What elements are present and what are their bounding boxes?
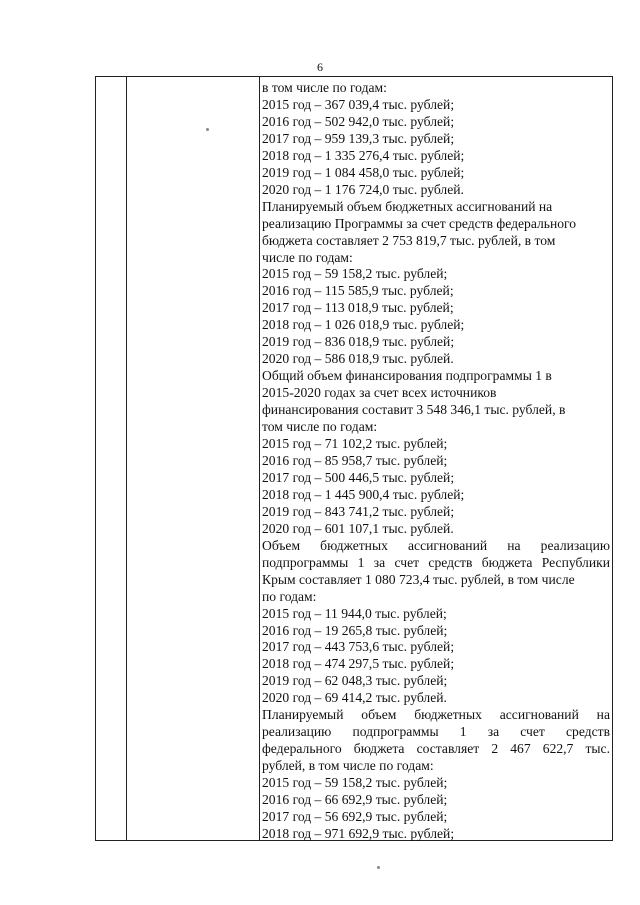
text-line: 2019 год – 1 084 458,0 тыс. рублей;: [262, 164, 465, 180]
text-line: 2017 год – 500 446,5 тыс. рублей;: [262, 469, 455, 485]
page-number: 6: [317, 60, 323, 74]
financing-text-cell: [262, 80, 610, 843]
text-line: 2017 год – 56 692,9 тыс. рублей;: [262, 808, 448, 824]
text-line: 2018 год – 474 297,5 тыс. рублей;: [262, 656, 455, 672]
text-line: 2018 год – 1 026 018,9 тыс. рублей;: [262, 317, 465, 333]
text-line: Общий объем финансирования подпрограммы 1 в: [262, 368, 552, 384]
text-line: 2020 год – 1 176 724,0 тыс. рублей.: [262, 181, 464, 197]
text-line: федерального бюджета составляет 2 467 622,7 тыс.: [262, 741, 610, 757]
text-line: Объем бюджетных ассигнований на реализацию: [262, 537, 610, 553]
text-line: подпрограммы 1 за счет средств бюджета Республики: [262, 554, 610, 570]
text-line: 2017 год – 959 139,3 тыс. рублей;: [262, 130, 455, 146]
text-line: бюджета составляет 2 753 819,7 тыс. рублей, в том: [262, 232, 556, 248]
text-line: числе по годам:: [262, 249, 353, 265]
column-divider-2: [259, 77, 260, 840]
text-line: 2018 год – 971 692,9 тыс. рублей;: [262, 825, 455, 841]
text-line: Крым составляет 1 080 723,4 тыс. рублей, в том числе: [262, 571, 575, 587]
document-table: [95, 76, 613, 841]
text-line: 2016 год – 115 585,9 тыс. рублей;: [262, 283, 454, 299]
text-line: 2015 год – 71 102,2 тыс. рублей;: [262, 436, 448, 452]
text-line: Планируемый объем бюджетных ассигнований на: [262, 198, 553, 214]
scan-speck: [377, 866, 380, 869]
text-line: финансирования составит 3 548 346,1 тыс. рублей, в: [262, 402, 566, 418]
text-line: 2016 год – 85 958,7 тыс. рублей;: [262, 452, 448, 468]
text-line: 2020 год – 69 414,2 тыс. рублей.: [262, 690, 447, 706]
text-line: реализацию Программы за счет средств федерального: [262, 215, 577, 231]
text-line: 2018 год – 1 335 276,4 тыс. рублей;: [262, 147, 465, 163]
text-line: в том числе по годам:: [262, 80, 387, 95]
scan-speck: [206, 128, 209, 131]
text-line: 2016 год – 502 942,0 тыс. рублей;: [262, 113, 455, 129]
text-line: Планируемый объем бюджетных ассигнований на: [262, 707, 610, 723]
text-line: рублей, в том числе по годам:: [262, 758, 434, 774]
text-line: по годам:: [262, 588, 317, 604]
text-line: 2016 год – 66 692,9 тыс. рублей;: [262, 792, 448, 808]
text-line: 2015 год – 11 944,0 тыс. рублей;: [262, 605, 447, 621]
text-line: 2017 год – 113 018,9 тыс. рублей;: [262, 300, 454, 316]
text-line: 2020 год – 601 107,1 тыс. рублей.: [262, 520, 454, 536]
text-line: 2015 год – 367 039,4 тыс. рублей;: [262, 96, 455, 112]
text-line: 2019 год – 843 741,2 тыс. рублей;: [262, 503, 455, 519]
text-line: 2018 год – 1 445 900,4 тыс. рублей;: [262, 486, 465, 502]
text-line: реализацию подпрограммы 1 за счет средств: [262, 724, 610, 740]
text-line: 2019 год – 62 048,3 тыс. рублей;: [262, 673, 448, 689]
text-line: 2015-2020 годах за счет всех источников: [262, 385, 497, 401]
text-line: 2016 год – 19 265,8 тыс. рублей;: [262, 622, 448, 638]
text-line: 2017 год – 443 753,6 тыс. рублей;: [262, 639, 455, 655]
text-line: том числе по годам:: [262, 419, 378, 435]
text-line: 2020 год – 586 018,9 тыс. рублей.: [262, 351, 454, 367]
text-line: 2015 год – 59 158,2 тыс. рублей;: [262, 266, 448, 282]
text-line: 2019 год – 836 018,9 тыс. рублей;: [262, 334, 455, 350]
column-divider-1: [126, 77, 127, 840]
text-line: 2015 год – 59 158,2 тыс. рублей;: [262, 775, 448, 791]
